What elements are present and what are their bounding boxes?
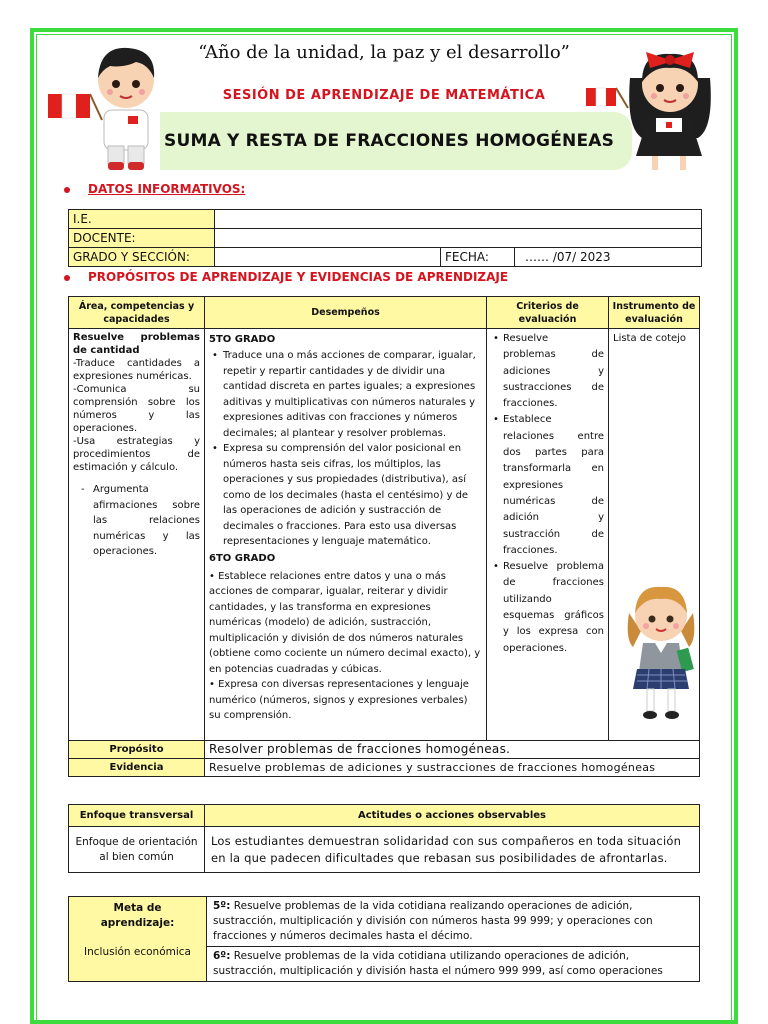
motto-text: “Año de la unidad, la paz y el desarrollo” [198, 42, 570, 63]
info-label-grado: GRADO Y SECCIÓN: [69, 248, 215, 267]
desempenos-cell [205, 329, 487, 741]
evidencia-value: Resuelve problemas de adiciones y sustracciones de fracciones homogéneas [205, 759, 700, 777]
header-criterios: Criterios de evaluación [487, 297, 609, 329]
criterio-3: • Resuelve problema de fracciones utilizando esquemas gráficos y los expresa con operaciones. [491, 559, 604, 657]
info-label-ie: I.E. [69, 210, 215, 229]
meta-grade-6 [207, 947, 700, 982]
criterio-2: • Establece relaciones entre dos partes para transformarla en expresiones numéricas de adición y sustracción de fracciones. [491, 412, 604, 559]
meta-label-cell [69, 897, 207, 982]
grade-6-label: 6TO GRADO [209, 552, 276, 564]
info-value-ie [215, 210, 702, 229]
section-heading-datos: DATOS INFORMATIVOS: [64, 182, 245, 196]
meta-grade-6-label: 6º: [213, 950, 231, 962]
instrumento-cell [609, 329, 700, 741]
info-value-fecha: …… /07/ 2023 [515, 248, 702, 267]
purposes-table [68, 296, 700, 777]
area-cell [69, 329, 205, 741]
meta-table [68, 896, 700, 982]
enfoque-text: Los estudiantes demuestran solidaridad con sus compañeros en toda situación en la que padecen dificultades que rebasan sus posibilidades de afrontarlas. [205, 827, 700, 873]
student-girl-illustration [615, 579, 707, 735]
meta-grade-6-text: Resuelve problemas de la vida cotidiana utilizando operaciones de adición, sustracción, multiplicación y división hasta el número 999 999, así como operaciones [213, 950, 663, 977]
bullet-icon [64, 187, 70, 193]
instrumento-text: Lista de cotejo [613, 333, 687, 344]
header-enfoque: Enfoque transversal [69, 805, 205, 827]
desempeno-5-1: • Traduce una o más acciones de comparar, igualar, repetir y repartir cantidades y de dividir una cantidad discreta en partes iguales; a expresiones aditivas y multiplicativas con números naturales y expresiones aditivas con fracciones y números decimales; al plantear y resolver problemas. [209, 348, 482, 441]
info-value-docente [215, 229, 702, 248]
criterio-1: • Resuelve problemas de adiciones y sustracciones de fracciones. [491, 331, 604, 412]
section-heading-propositos: PROPÓSITOS DE APRENDIZAJE Y EVIDENCIAS DE APRENDIZAJE [64, 270, 508, 284]
meta-label: Meta de aprendizaje: [100, 902, 175, 929]
info-label-fecha: FECHA: [441, 248, 515, 267]
grade-5-label: 5TO GRADO [209, 334, 276, 345]
capacidad-3: -Usa estrategias y procedimientos de estimación y cálculo. [73, 436, 200, 473]
bullet-icon [64, 275, 70, 281]
capacidad-2: -Comunica su comprensión sobre los números y las operaciones. [73, 384, 200, 434]
desempeno-6-1: • Establece relaciones entre datos y una o más acciones de comparar, igualar, reiterar y dividir cantidades, y las transforma en expresiones numéricas (modelo) de adición, sustracción, multiplicación y división de dos números naturales (obtiene como cociente un número decimal exacto), y en potencias cuadradas y cúbicas. [209, 570, 481, 675]
header-desempenos: Desempeños [205, 297, 487, 329]
meta-grade-5 [207, 897, 700, 947]
session-subtitle: SESIÓN DE APRENDIZAJE DE MATEMÁTICA [222, 88, 546, 103]
meta-grade-5-label: 5º: [213, 900, 231, 912]
proposito-value: Resolver problemas de fracciones homogéneas. [205, 741, 700, 759]
capacidad-4: - Argumenta afirmaciones sobre las relaciones numéricas y las operaciones. [81, 482, 200, 560]
evidencia-label: Evidencia [69, 759, 205, 777]
header-actitudes: Actitudes o acciones observables [205, 805, 700, 827]
capacidad-1: -Traduce cantidades a expresiones numéricas. [73, 358, 200, 382]
header-instrumento: Instrumento de evaluación [609, 297, 700, 329]
competencia-text: Resuelve problemas de cantidad [73, 332, 200, 356]
info-table [68, 209, 702, 267]
meta-sublabel: Inclusión económica [84, 946, 191, 958]
info-value-grado [215, 248, 441, 267]
meta-grade-5-text: Resuelve problemas de la vida cotidiana realizando operaciones de adición, sustracción, multiplicación y división con números hasta 99 999; y operaciones con fracciones y números decimales hasta el décimo. [213, 900, 653, 942]
info-label-docente: DOCENTE: [69, 229, 215, 248]
desempeno-6-2: • Expresa con diversas representaciones y lenguaje numérico (números, signos y expresiones verbales) su comprensión. [209, 679, 469, 721]
enfoque-name: Enfoque de orientación al bien común [69, 827, 205, 873]
proposito-label: Propósito [69, 741, 205, 759]
page-title: SUMA Y RESTA DE FRACCIONES HOMOGÉNEAS [164, 131, 615, 151]
header-area: Área, competencias y capacidades [69, 297, 205, 329]
desempeno-5-2: • Expresa su comprensión del valor posicional en números hasta seis cifras, los múltiplos, las operaciones y sus propiedades (distributiva), así como de los decimales (hasta el centésimo) y de las operaciones de adición y sustracción de decimales o fracciones. Para esto usa diversas representaciones y lenguaje matemático. [209, 441, 482, 550]
enfoque-table [68, 804, 700, 873]
criterios-cell [487, 329, 609, 741]
